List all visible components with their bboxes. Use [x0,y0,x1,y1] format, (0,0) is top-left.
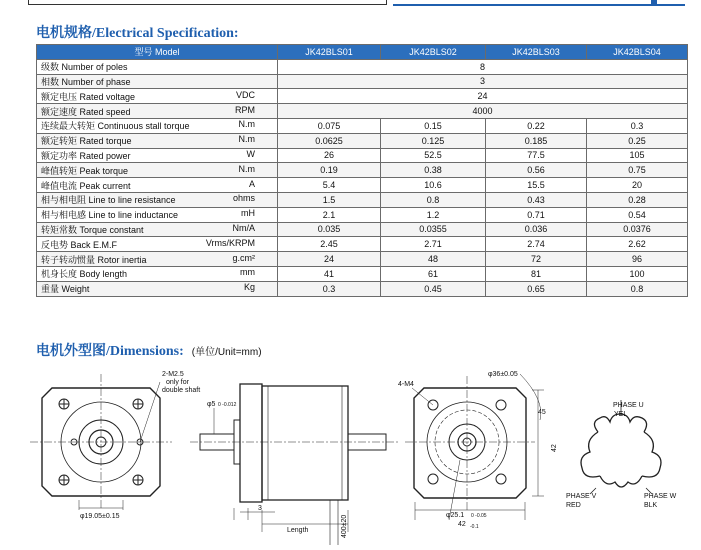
row-unit: Vrms/KRPM [205,237,255,248]
side-shaft-tol: 0 -0.012 [218,402,237,408]
row-unit: A [248,178,255,189]
phase-w: PHASE W [644,493,677,500]
row-label-cell [37,163,278,178]
row-unit: g.cm² [232,252,255,263]
value-cell: 0.56 [486,163,587,178]
value-cell: 52.5 [381,148,486,163]
row-name: 额定转矩 Rated torque [41,136,132,147]
value-cell: 5.4 [278,178,381,193]
table-row [37,74,688,89]
value-cell: 72 [486,252,587,267]
value-cell: 26 [278,148,381,163]
dimensions-unit: (单位/Unit=mm) [191,347,262,358]
back-boss: φ25.1 [446,512,465,519]
value-cell: 81 [486,266,587,281]
value-cell: 2.45 [278,237,381,252]
value-cell: 0.15 [381,118,486,133]
value-cell: 1.2 [381,207,486,222]
row-name: 转矩常数 Torque constant [41,224,144,235]
value-cell: 0.0625 [278,133,381,148]
row-unit: N.m [238,119,255,130]
dimensions-title-text: 电机外型图/Dimensions: [36,344,184,359]
value-cell: 0.036 [486,222,587,237]
merged-value-cell: 3 [278,74,688,89]
phase-u: PHASE U [613,402,644,409]
back-pcd: φ36±0.05 [488,371,518,378]
side-length: Length [287,527,309,534]
spec-table [36,44,688,297]
merged-value-cell: 24 [278,89,688,104]
front-note-2: only for [166,379,189,386]
value-cell: 20 [587,178,688,193]
row-name: 反电势 Back E.M.F [41,239,118,250]
table-row [37,192,688,207]
row-unit: ohms [232,193,255,204]
value-cell: 2.71 [381,237,486,252]
row-unit: N.m [238,134,255,145]
row-name: 级数 Number of poles [41,62,128,73]
value-cell: 0.8 [587,281,688,296]
value-cell: 0.22 [486,118,587,133]
front-view-drawing [30,374,172,510]
value-cell: 24 [278,252,381,267]
value-cell: 0.3 [278,281,381,296]
row-unit: RPM [235,104,255,115]
value-cell: 0.65 [486,281,587,296]
side-view-drawing [190,384,400,545]
value-cell: 0.0355 [381,222,486,237]
value-cell: 77.5 [486,148,587,163]
row-label-cell [37,252,278,267]
back-holes: 4-M4 [398,381,414,388]
row-name: 额定速度 Rated speed [41,106,131,117]
back-square-v: 42 [551,444,558,452]
row-unit: VDC [235,89,255,100]
header-model-label: 型号 Model [37,45,278,60]
row-name: 转子转动惯量 Rotor inertia [41,254,147,265]
header-model-4: JK42BLS04 [587,45,688,60]
row-label-cell [37,207,278,222]
table-row [37,281,688,296]
front-note: 2-M2.5 [162,371,184,378]
value-cell: 0.54 [587,207,688,222]
value-cell: 0.75 [587,163,688,178]
value-cell: 1.5 [278,192,381,207]
value-cell: 2.1 [278,207,381,222]
table-row [37,222,688,237]
row-name: 连续最大转矩 Continuous stall torque [41,121,190,132]
row-name: 重量 Weight [41,284,90,295]
row-label-cell [37,266,278,281]
dimensions-title [36,340,262,360]
row-name: 相数 Number of phase [41,76,131,87]
header-model-2: JK42BLS02 [381,45,486,60]
row-unit: Nm/A [232,222,255,233]
row-label-cell [37,74,278,89]
back-boss-tol: 0 -0.05 [471,513,487,519]
row-name: 峰值转矩 Peak torque [41,165,129,176]
header-model-3: JK42BLS03 [486,45,587,60]
value-cell: 0.075 [278,118,381,133]
row-unit: mm [240,267,255,278]
phase-u-color: YEL [614,411,628,418]
row-label-cell [37,237,278,252]
table-row [37,148,688,163]
row-unit: N.m [238,163,255,174]
row-label-cell [37,133,278,148]
row-label-cell [37,148,278,163]
value-cell: 96 [587,252,688,267]
value-cell: 61 [381,266,486,281]
value-cell: 0.035 [278,222,381,237]
merged-value-cell: 8 [278,59,688,74]
front-dim: φ19.05±0.15 [80,513,120,520]
value-cell: 100 [587,266,688,281]
table-row [37,163,688,178]
row-label-cell [37,104,278,119]
table-row [37,266,688,281]
row-name: 相与相电阻 Line to line resistance [41,195,176,206]
value-cell: 41 [278,266,381,281]
row-unit: Kg [243,282,255,293]
table-row [37,104,688,119]
value-cell: 2.62 [587,237,688,252]
value-cell: 10.6 [381,178,486,193]
table-row [37,207,688,222]
value-cell: 2.74 [486,237,587,252]
row-label-cell [37,118,278,133]
row-name: 额定功率 Rated power [41,150,131,161]
value-cell: 48 [381,252,486,267]
table-row [37,252,688,267]
value-cell: 105 [587,148,688,163]
value-cell: 0.71 [486,207,587,222]
table-row [37,118,688,133]
side-dim-small: 3 [258,505,262,512]
value-cell: 0.8 [381,192,486,207]
table-row [37,59,688,74]
header-model-1: JK42BLS01 [278,45,381,60]
table-header-row [37,45,688,60]
row-label-cell [37,178,278,193]
value-cell: 0.43 [486,192,587,207]
row-label-cell [37,192,278,207]
row-name: 额定电压 Rated voltage [41,91,136,102]
row-name: 峰值电流 Peak current [41,180,131,191]
table-row [37,133,688,148]
row-name: 相与相电感 Line to line inductance [41,210,179,221]
row-unit: mH [241,208,255,219]
spec-title-text: 电机规格/Electrical Specification: [36,26,239,41]
back-square: 42 [458,521,466,528]
top-frame-left [28,0,387,5]
row-label-cell [37,281,278,296]
phase-v-color: RED [566,502,581,509]
value-cell: 15.5 [486,178,587,193]
phase-w-color: BLK [644,502,658,509]
side-shaft: φ5 [207,401,216,408]
row-label-cell [37,89,278,104]
row-label-cell [37,222,278,237]
value-cell: 0.125 [381,133,486,148]
value-cell: 0.3 [587,118,688,133]
angle: 45 [538,409,546,416]
dimension-drawings [0,360,701,550]
value-cell: 0.45 [381,281,486,296]
merged-value-cell: 4000 [278,104,688,119]
row-unit: W [246,148,255,159]
front-note-3: double shaft [162,387,201,394]
table-row [37,89,688,104]
spec-title [36,22,239,42]
back-tol: -0.1 [470,524,479,530]
value-cell: 0.25 [587,133,688,148]
value-cell: 0.28 [587,192,688,207]
table-row [37,237,688,252]
back-view-drawing [405,374,544,520]
value-cell: 0.185 [486,133,587,148]
value-cell: 0.38 [381,163,486,178]
value-cell: 0.0376 [587,222,688,237]
row-label-cell [37,59,278,74]
top-rule-right [393,0,685,6]
phase-v: PHASE V [566,493,597,500]
value-cell: 0.19 [278,163,381,178]
table-row [37,178,688,193]
side-lead: 400±20 [341,514,348,538]
row-name: 机身长度 Body length [41,269,128,280]
